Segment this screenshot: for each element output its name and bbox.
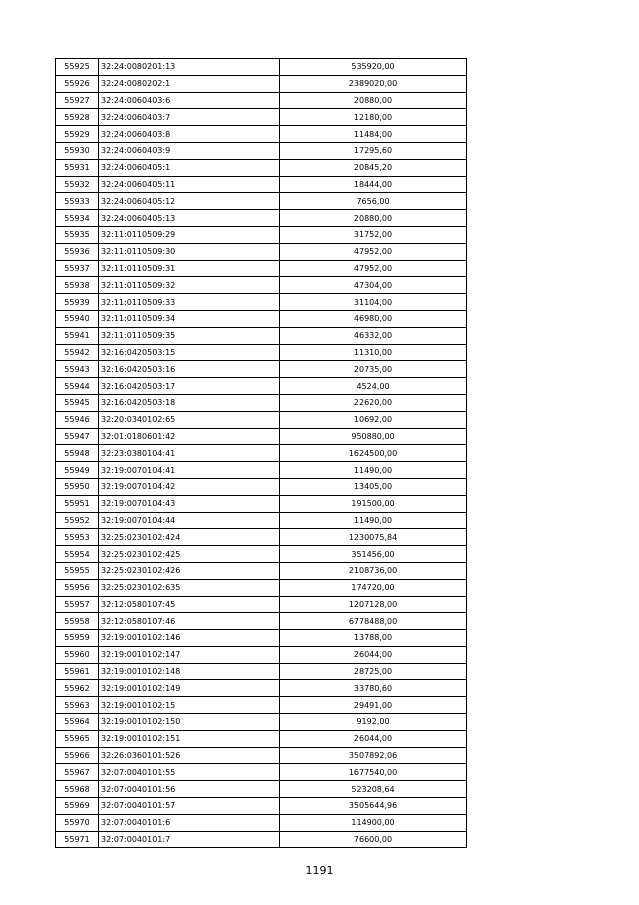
value-cell: 46980,00	[280, 310, 467, 327]
row-number-cell: 55929	[56, 126, 99, 143]
row-number-cell: 55959	[56, 630, 99, 647]
value-cell: 12180,00	[280, 109, 467, 126]
row-number-cell: 55963	[56, 697, 99, 714]
table-row	[56, 411, 467, 428]
value-cell: 174720,00	[280, 579, 467, 596]
row-number-cell: 55952	[56, 512, 99, 529]
value-cell: 33780,60	[280, 680, 467, 697]
row-number-cell: 55970	[56, 814, 99, 831]
cadastral-number-cell: 32:23:0380104:41	[99, 445, 280, 462]
cadastral-number-cell: 32:16:0420503:17	[99, 378, 280, 395]
cadastral-number-cell: 32:25:0230102:426	[99, 562, 280, 579]
cadastral-number-cell: 32:20:0340102:65	[99, 411, 280, 428]
value-cell: 20845,20	[280, 159, 467, 176]
cadastral-number-cell: 32:11:0110509:31	[99, 260, 280, 277]
value-cell: 46332,00	[280, 327, 467, 344]
row-number-cell: 55934	[56, 210, 99, 227]
cadastral-number-cell: 32:19:0010102:147	[99, 646, 280, 663]
cadastral-number-cell: 32:24:0060405:1	[99, 159, 280, 176]
row-number-cell: 55968	[56, 781, 99, 798]
cadastral-number-cell: 32:07:0040101:56	[99, 781, 280, 798]
row-number-cell: 55949	[56, 462, 99, 479]
row-number-cell: 55926	[56, 75, 99, 92]
table-body	[56, 59, 467, 848]
value-cell: 523208,64	[280, 781, 467, 798]
row-number-cell: 55960	[56, 646, 99, 663]
table-row	[56, 579, 467, 596]
cadastral-number-cell: 32:16:0420503:18	[99, 394, 280, 411]
row-number-cell: 55967	[56, 764, 99, 781]
cadastral-value-table	[55, 58, 467, 848]
row-number-cell: 55927	[56, 92, 99, 109]
row-number-cell: 55964	[56, 714, 99, 731]
value-cell: 18444,00	[280, 176, 467, 193]
cadastral-number-cell: 32:07:0040101:7	[99, 831, 280, 848]
table-row	[56, 495, 467, 512]
table-row	[56, 781, 467, 798]
table-row	[56, 529, 467, 546]
table-row	[56, 378, 467, 395]
value-cell: 10692,00	[280, 411, 467, 428]
row-number-cell: 55950	[56, 478, 99, 495]
table-row	[56, 814, 467, 831]
row-number-cell: 55937	[56, 260, 99, 277]
table-row	[56, 428, 467, 445]
cadastral-number-cell: 32:11:0110509:33	[99, 294, 280, 311]
table-row	[56, 646, 467, 663]
value-cell: 1677540,00	[280, 764, 467, 781]
page-number: 1191	[305, 864, 334, 877]
table-row	[56, 109, 467, 126]
value-cell: 47952,00	[280, 243, 467, 260]
value-cell: 26044,00	[280, 646, 467, 663]
table-row	[56, 697, 467, 714]
table-row	[56, 546, 467, 563]
cadastral-number-cell: 32:24:0060403:6	[99, 92, 280, 109]
table-row	[56, 512, 467, 529]
cadastral-number-cell: 32:16:0420503:15	[99, 344, 280, 361]
cadastral-number-cell: 32:25:0230102:425	[99, 546, 280, 563]
table-row	[56, 730, 467, 747]
cadastral-number-cell: 32:19:0010102:15	[99, 697, 280, 714]
table-row	[56, 159, 467, 176]
value-cell: 17295,60	[280, 142, 467, 159]
value-cell: 2389020,00	[280, 75, 467, 92]
row-number-cell: 55948	[56, 445, 99, 462]
table-row	[56, 562, 467, 579]
table-row	[56, 831, 467, 848]
value-cell: 3507892,06	[280, 747, 467, 764]
value-cell: 9192,00	[280, 714, 467, 731]
table-row	[56, 260, 467, 277]
table-row	[56, 394, 467, 411]
row-number-cell: 55956	[56, 579, 99, 596]
cadastral-number-cell: 32:11:0110509:32	[99, 277, 280, 294]
value-cell: 114900,00	[280, 814, 467, 831]
value-cell: 31104,00	[280, 294, 467, 311]
row-number-cell: 55953	[56, 529, 99, 546]
table-row	[56, 310, 467, 327]
row-number-cell: 55957	[56, 596, 99, 613]
row-number-cell: 55966	[56, 747, 99, 764]
row-number-cell: 55933	[56, 193, 99, 210]
table-row	[56, 344, 467, 361]
row-number-cell: 55961	[56, 663, 99, 680]
cadastral-number-cell: 32:24:0060405:12	[99, 193, 280, 210]
table-row	[56, 327, 467, 344]
cadastral-number-cell: 32:19:0070104:44	[99, 512, 280, 529]
cadastral-number-cell: 32:19:0070104:42	[99, 478, 280, 495]
table-row	[56, 277, 467, 294]
table-row	[56, 663, 467, 680]
table-row	[56, 243, 467, 260]
table-row	[56, 361, 467, 378]
value-cell: 11490,00	[280, 462, 467, 479]
row-number-cell: 55935	[56, 226, 99, 243]
value-cell: 1207128,00	[280, 596, 467, 613]
value-cell: 20880,00	[280, 92, 467, 109]
cadastral-number-cell: 32:12:0580107:46	[99, 613, 280, 630]
row-number-cell: 55928	[56, 109, 99, 126]
cadastral-number-cell: 32:12:0580107:45	[99, 596, 280, 613]
row-number-cell: 55939	[56, 294, 99, 311]
value-cell: 11490,00	[280, 512, 467, 529]
table-row	[56, 294, 467, 311]
cadastral-number-cell: 32:24:0060405:11	[99, 176, 280, 193]
cadastral-number-cell: 32:24:0060403:9	[99, 142, 280, 159]
value-cell: 6778488,00	[280, 613, 467, 630]
table-row	[56, 75, 467, 92]
row-number-cell: 55943	[56, 361, 99, 378]
value-cell: 47304,00	[280, 277, 467, 294]
value-cell: 950880,00	[280, 428, 467, 445]
table-row	[56, 176, 467, 193]
value-cell: 7656,00	[280, 193, 467, 210]
value-cell: 13788,00	[280, 630, 467, 647]
row-number-cell: 55951	[56, 495, 99, 512]
cadastral-number-cell: 32:25:0230102:424	[99, 529, 280, 546]
table-row	[56, 798, 467, 815]
value-cell: 2108736,00	[280, 562, 467, 579]
table-row	[56, 714, 467, 731]
row-number-cell: 55938	[56, 277, 99, 294]
row-number-cell: 55936	[56, 243, 99, 260]
cadastral-number-cell: 32:24:0080202:1	[99, 75, 280, 92]
row-number-cell: 55946	[56, 411, 99, 428]
value-cell: 31752,00	[280, 226, 467, 243]
table-row	[56, 596, 467, 613]
value-cell: 3505644,96	[280, 798, 467, 815]
cadastral-number-cell: 32:11:0110509:34	[99, 310, 280, 327]
value-cell: 20735,00	[280, 361, 467, 378]
cadastral-number-cell: 32:07:0040101:57	[99, 798, 280, 815]
cadastral-number-cell: 32:07:0040101:6	[99, 814, 280, 831]
value-cell: 22620,00	[280, 394, 467, 411]
value-cell: 13405,00	[280, 478, 467, 495]
cadastral-number-cell: 32:24:0060405:13	[99, 210, 280, 227]
cadastral-number-cell: 32:24:0060403:8	[99, 126, 280, 143]
cadastral-number-cell: 32:01:0180601:42	[99, 428, 280, 445]
table-row	[56, 92, 467, 109]
value-cell: 351456,00	[280, 546, 467, 563]
cadastral-number-cell: 32:07:0040101:55	[99, 764, 280, 781]
table-row	[56, 680, 467, 697]
value-cell: 11310,00	[280, 344, 467, 361]
cadastral-number-cell: 32:19:0010102:149	[99, 680, 280, 697]
value-cell: 1230075,84	[280, 529, 467, 546]
cadastral-number-cell: 32:11:0110509:35	[99, 327, 280, 344]
cadastral-number-cell: 32:24:0060403:7	[99, 109, 280, 126]
table-row	[56, 630, 467, 647]
table-row	[56, 462, 467, 479]
row-number-cell: 55941	[56, 327, 99, 344]
row-number-cell: 55931	[56, 159, 99, 176]
table-row	[56, 613, 467, 630]
value-cell: 28725,00	[280, 663, 467, 680]
cadastral-number-cell: 32:24:0080201:13	[99, 59, 280, 76]
cadastral-number-cell: 32:19:0010102:148	[99, 663, 280, 680]
row-number-cell: 55942	[56, 344, 99, 361]
row-number-cell: 55958	[56, 613, 99, 630]
value-cell: 4524,00	[280, 378, 467, 395]
cadastral-number-cell: 32:25:0230102:635	[99, 579, 280, 596]
cadastral-number-cell: 32:19:0010102:151	[99, 730, 280, 747]
row-number-cell: 55945	[56, 394, 99, 411]
row-number-cell: 55969	[56, 798, 99, 815]
row-number-cell: 55925	[56, 59, 99, 76]
cadastral-number-cell: 32:19:0010102:150	[99, 714, 280, 731]
row-number-cell: 55971	[56, 831, 99, 848]
table-row	[56, 747, 467, 764]
table-row	[56, 193, 467, 210]
value-cell: 29491,00	[280, 697, 467, 714]
table-row	[56, 59, 467, 76]
cadastral-number-cell: 32:26:0360101:526	[99, 747, 280, 764]
value-cell: 535920,00	[280, 59, 467, 76]
row-number-cell: 55965	[56, 730, 99, 747]
row-number-cell: 55940	[56, 310, 99, 327]
value-cell: 47952,00	[280, 260, 467, 277]
row-number-cell: 55954	[56, 546, 99, 563]
table-row	[56, 478, 467, 495]
row-number-cell: 55955	[56, 562, 99, 579]
cadastral-number-cell: 32:16:0420503:16	[99, 361, 280, 378]
table-row	[56, 764, 467, 781]
cadastral-number-cell: 32:19:0070104:43	[99, 495, 280, 512]
table-row	[56, 445, 467, 462]
cadastral-number-cell: 32:11:0110509:29	[99, 226, 280, 243]
value-cell: 20880,00	[280, 210, 467, 227]
row-number-cell: 55944	[56, 378, 99, 395]
value-cell: 76600,00	[280, 831, 467, 848]
row-number-cell: 55962	[56, 680, 99, 697]
value-cell: 1624500,00	[280, 445, 467, 462]
value-cell: 191500,00	[280, 495, 467, 512]
value-cell: 11484,00	[280, 126, 467, 143]
table-row	[56, 226, 467, 243]
cadastral-number-cell: 32:19:0010102:146	[99, 630, 280, 647]
table-row	[56, 210, 467, 227]
cadastral-number-cell: 32:19:0070104:41	[99, 462, 280, 479]
cadastral-number-cell: 32:11:0110509:30	[99, 243, 280, 260]
table-row	[56, 126, 467, 143]
table-row	[56, 142, 467, 159]
row-number-cell: 55930	[56, 142, 99, 159]
row-number-cell: 55947	[56, 428, 99, 445]
row-number-cell: 55932	[56, 176, 99, 193]
value-cell: 26044,00	[280, 730, 467, 747]
